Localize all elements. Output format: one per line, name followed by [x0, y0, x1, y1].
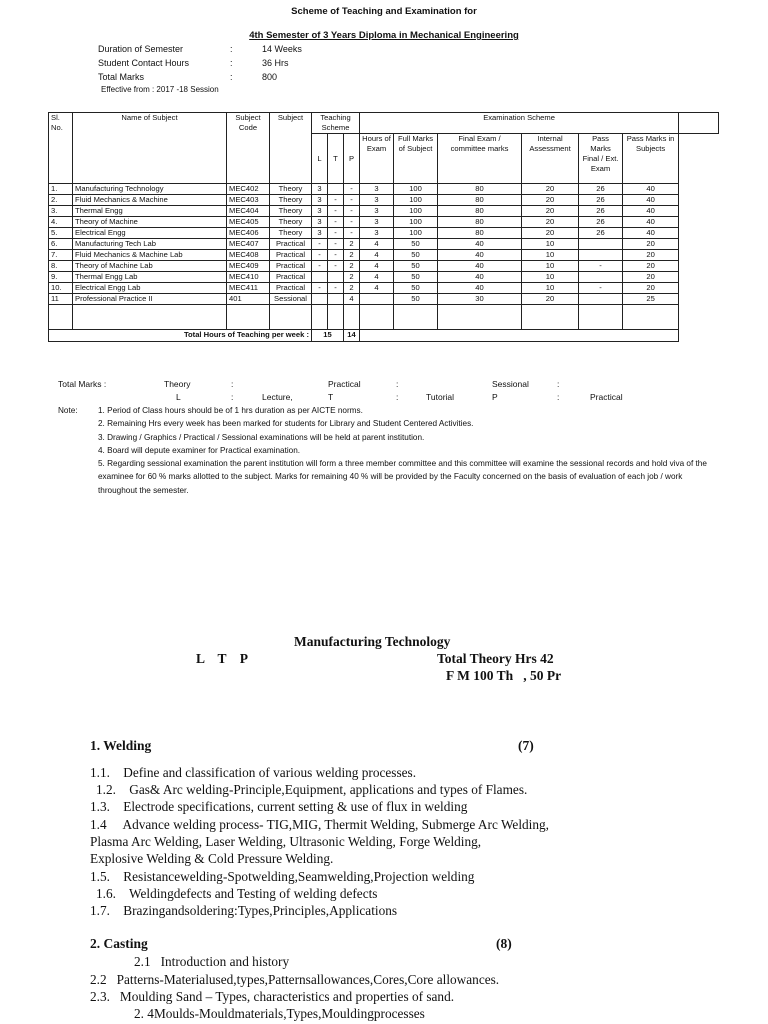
header-internal: Internal Assessment: [522, 134, 579, 184]
total-marks-label: Total Marks :: [58, 379, 107, 389]
table-total-row: [49, 330, 719, 342]
header-code: Subject Code: [227, 113, 270, 184]
effective-session: Effective from : 2017 -18 Session: [101, 85, 219, 94]
row-type: Theory: [270, 184, 312, 195]
meta-label-contact-hours: Student Contact Hours: [98, 58, 190, 68]
header-final: Final Exam / committee marks: [438, 134, 522, 184]
row-pass-subj: 40: [623, 217, 679, 228]
table-header-row-1: [49, 113, 719, 134]
header-hours: Hours of Exam: [360, 134, 394, 184]
list-item: 2. 4Moulds-Mouldmaterials,Types,Mouldingprocesses: [134, 1006, 425, 1021]
row-pass-subj: 20: [623, 250, 679, 261]
row-t: -: [328, 195, 344, 206]
row-sl: 4.: [49, 217, 73, 228]
row-sl: 8.: [49, 261, 73, 272]
row-p: 4: [344, 294, 360, 305]
row-final: 80: [438, 217, 522, 228]
row-internal: 20: [522, 228, 579, 239]
header-exam: Examination Scheme: [360, 113, 679, 134]
syllabus-subject-title: Manufacturing Technology: [294, 634, 451, 649]
row-t: -: [328, 283, 344, 294]
row-pass-final: [579, 250, 623, 261]
row-full: 100: [394, 206, 438, 217]
list-item: 1.4 Advance welding process- TIG,MIG, Thermit Welding, Submerge Arc Welding,: [90, 817, 549, 832]
total-l: 15: [312, 330, 344, 342]
row-subject-name: Professional Practice II: [73, 294, 227, 305]
row-hours: 4: [360, 250, 394, 261]
row-subject-name: Theory of Machine: [73, 217, 227, 228]
document-title: Scheme of Teaching and Examination for: [291, 6, 477, 17]
header-name: Name of Subject: [73, 113, 227, 184]
list-item: 1.5. Resistancewelding-Spotwelding,Seamwelding,Projection welding: [90, 869, 475, 884]
row-l: 3: [312, 195, 328, 206]
legend-sessional: Sessional: [492, 379, 529, 389]
total-p: 14: [344, 330, 360, 342]
legend-colon-5: :: [396, 392, 399, 402]
meta-label-duration: Duration of Semester: [98, 44, 184, 54]
legend-colon-1: :: [231, 379, 234, 389]
header-full: Full Marks of Subject: [394, 134, 438, 184]
row-l: -: [312, 250, 328, 261]
row-final: 40: [438, 239, 522, 250]
meta-sep-total-marks: :: [230, 72, 233, 82]
row-code: MEC408: [227, 250, 270, 261]
row-type: Practical: [270, 272, 312, 283]
row-final: 40: [438, 272, 522, 283]
row-final: 30: [438, 294, 522, 305]
row-t: -: [328, 217, 344, 228]
row-l: -: [312, 261, 328, 272]
row-sl: 10.: [49, 283, 73, 294]
row-sl: 2.: [49, 195, 73, 206]
row-sl: 6.: [49, 239, 73, 250]
scheme-table: [48, 112, 719, 342]
row-subject-name: Electrical Engg Lab: [73, 283, 227, 294]
row-type: Theory: [270, 217, 312, 228]
row-pass-subj: 20: [623, 283, 679, 294]
row-p: 2: [344, 239, 360, 250]
row-internal: 20: [522, 206, 579, 217]
syllabus-ltp: L T P: [196, 651, 249, 666]
row-full: 100: [394, 228, 438, 239]
row-t: [328, 294, 344, 305]
row-sl: 11: [49, 294, 73, 305]
row-type: Practical: [270, 261, 312, 272]
row-final: 80: [438, 195, 522, 206]
row-code: MEC409: [227, 261, 270, 272]
row-pass-subj: 40: [623, 195, 679, 206]
row-pass-final: [579, 239, 623, 250]
row-type: Sessional: [270, 294, 312, 305]
row-pass-subj: 40: [623, 206, 679, 217]
meta-value-total-marks: 800: [262, 72, 278, 82]
row-pass-final: 26: [579, 206, 623, 217]
row-hours: 4: [360, 283, 394, 294]
row-type: Practical: [270, 239, 312, 250]
row-sl: 5.: [49, 228, 73, 239]
row-hours: 3: [360, 217, 394, 228]
row-t: -: [328, 206, 344, 217]
section-casting-title: 2. Casting: [90, 936, 148, 951]
row-pass-subj: 40: [623, 228, 679, 239]
row-internal: 20: [522, 184, 579, 195]
row-internal: 10: [522, 250, 579, 261]
table-row: [49, 206, 719, 217]
row-l: 3: [312, 228, 328, 239]
legend-t: T: [328, 392, 334, 402]
table-row: [49, 217, 719, 228]
list-item: 2.1 Introduction and history: [134, 954, 290, 969]
table-row: [49, 261, 719, 272]
legend-tutorial: Tutorial: [426, 392, 455, 402]
row-pass-final: 26: [579, 217, 623, 228]
table-row: [49, 283, 719, 294]
row-l: [312, 294, 328, 305]
row-p: 2: [344, 283, 360, 294]
row-final: 40: [438, 283, 522, 294]
row-code: MEC402: [227, 184, 270, 195]
syllabus-full-marks: F M 100 Th , 50 Pr: [446, 668, 562, 683]
notes-label: Note:: [58, 406, 78, 415]
row-full: 50: [394, 294, 438, 305]
row-t: -: [328, 228, 344, 239]
row-pass-subj: 20: [623, 239, 679, 250]
row-pass-final: 26: [579, 195, 623, 206]
meta-value-duration: 14 Weeks: [262, 44, 302, 54]
row-subject-name: Thermal Engg Lab: [73, 272, 227, 283]
table-row: [49, 195, 719, 206]
row-l: -: [312, 239, 328, 250]
list-item: 2.2 Patterns-Materialused,types,Patternsallowances,Cores,Core allowances.: [90, 972, 500, 987]
list-item: 1.3. Electrode specifications, current setting & use of flux in welding: [90, 799, 468, 814]
list-item: 1.2. Gas& Arc welding-Principle,Equipment, applications and types of Flames.: [96, 782, 528, 797]
note-item: 3. Drawing / Graphics / Practical / Sessional examinations will be held at parent institution.: [98, 432, 425, 442]
row-t: -: [328, 239, 344, 250]
row-l: [312, 272, 328, 283]
notes-section: [58, 404, 708, 497]
row-hours: [360, 294, 394, 305]
row-pass-subj: 25: [623, 294, 679, 305]
list-item: 1.1. Define and classification of various welding processes.: [90, 765, 417, 780]
row-p: 2: [344, 250, 360, 261]
row-final: 80: [438, 206, 522, 217]
row-pass-final: 26: [579, 228, 623, 239]
row-code: MEC411: [227, 283, 270, 294]
row-hours: 3: [360, 184, 394, 195]
row-full: 100: [394, 184, 438, 195]
row-code: MEC407: [227, 239, 270, 250]
row-l: 3: [312, 184, 328, 195]
meta-sep-duration: :: [230, 44, 233, 54]
legend-l: L: [176, 392, 181, 402]
header-subject: Subject: [270, 113, 312, 184]
row-final: 40: [438, 250, 522, 261]
row-type: Theory: [270, 195, 312, 206]
row-full: 100: [394, 217, 438, 228]
row-final: 80: [438, 228, 522, 239]
row-p: -: [344, 206, 360, 217]
section-welding-hours: (7): [518, 738, 534, 753]
row-sl: 3.: [49, 206, 73, 217]
row-pass-subj: 20: [623, 261, 679, 272]
row-t: -: [328, 250, 344, 261]
row-type: Practical: [270, 250, 312, 261]
header-t: T: [328, 134, 344, 184]
table-row: [49, 184, 719, 195]
row-code: MEC403: [227, 195, 270, 206]
list-item: Plasma Arc Welding, Laser Welding, Ultrasonic Welding, Forge Welding,: [90, 834, 482, 849]
table-row: [49, 239, 719, 250]
document-subtitle: 4th Semester of 3 Years Diploma in Mechanical Engineering: [249, 30, 519, 41]
list-item: 2.3. Moulding Sand – Types, characteristics and properties of sand.: [90, 989, 455, 1004]
row-final: 80: [438, 184, 522, 195]
legend-colon-4: :: [231, 392, 234, 402]
row-hours: 4: [360, 239, 394, 250]
legend-practical-2: Practical: [590, 392, 623, 402]
row-internal: 20: [522, 294, 579, 305]
row-p: -: [344, 184, 360, 195]
row-t: [328, 272, 344, 283]
syllabus-total-hours: Total Theory Hrs 42: [437, 651, 554, 666]
row-hours: 3: [360, 206, 394, 217]
row-p: -: [344, 217, 360, 228]
row-full: 50: [394, 250, 438, 261]
row-l: -: [312, 283, 328, 294]
row-p: 2: [344, 261, 360, 272]
legend-colon-3: :: [557, 379, 560, 389]
row-pass-final: -: [579, 283, 623, 294]
note-item: 2. Remaining Hrs every week has been marked for students for Library and Student Centered Activities.: [98, 419, 474, 429]
table-row: [49, 272, 719, 283]
row-internal: 10: [522, 261, 579, 272]
total-hours-label: Total Hours of Teaching per week :: [49, 330, 312, 342]
row-full: 100: [394, 195, 438, 206]
header-sl: Sl. No.: [49, 113, 73, 184]
row-hours: 3: [360, 228, 394, 239]
section-welding-title: 1. Welding: [90, 738, 152, 753]
row-full: 50: [394, 261, 438, 272]
row-hours: 4: [360, 272, 394, 283]
header-teaching: Teaching Scheme: [312, 113, 360, 134]
row-subject-name: Manufacturing Tech Lab: [73, 239, 227, 250]
row-full: 50: [394, 283, 438, 294]
row-p: -: [344, 195, 360, 206]
row-full: 50: [394, 272, 438, 283]
row-code: MEC410: [227, 272, 270, 283]
note-item: 5. Regarding sessional examination the parent institution will form a three member committee and this committee will examine the sessional records and hold viva of the examinee for 60 % marks allotted to the subject. Marks for remaining 40 % will be provided by the Faculty concerned on the basis of evaluation of each job / work throughout the semester.: [98, 459, 707, 495]
header-pass-final: Pass Marks Final / Ext. Exam: [579, 134, 623, 184]
row-l: 3: [312, 206, 328, 217]
meta-sep-contact-hours: :: [230, 58, 233, 68]
row-internal: 20: [522, 217, 579, 228]
row-hours: 3: [360, 195, 394, 206]
header-p: P: [344, 134, 360, 184]
note-item: 4. Board will depute examiner for Practical examination.: [98, 445, 301, 455]
list-item: Explosive Welding & Cold Pressure Welding.: [90, 851, 334, 866]
row-pass-final: 26: [579, 184, 623, 195]
legend-p: P: [492, 392, 498, 402]
meta-value-contact-hours: 36 Hrs: [262, 58, 289, 68]
header-exam-blank: [679, 113, 719, 134]
row-subject-name: Fluid Mechanics & Machine Lab: [73, 250, 227, 261]
table-row: [49, 250, 719, 261]
row-internal: 20: [522, 195, 579, 206]
row-subject-name: Manufacturing Technology: [73, 184, 227, 195]
row-sl: 9.: [49, 272, 73, 283]
row-pass-subj: 20: [623, 272, 679, 283]
section-casting-hours: (8): [496, 936, 512, 951]
row-subject-name: Electrical Engg: [73, 228, 227, 239]
row-code: MEC404: [227, 206, 270, 217]
row-type: Theory: [270, 228, 312, 239]
row-full: 50: [394, 239, 438, 250]
table-row-blank: [49, 305, 719, 330]
table-row: [49, 294, 719, 305]
legend-practical: Practical: [328, 379, 361, 389]
row-l: 3: [312, 217, 328, 228]
list-item: 1.6. Weldingdefects and Testing of welding defects: [96, 886, 378, 901]
row-hours: 4: [360, 261, 394, 272]
row-pass-final: [579, 272, 623, 283]
legend-theory: Theory: [164, 379, 191, 389]
legend-lecture: Lecture,: [262, 392, 293, 402]
legend-colon-6: :: [557, 392, 560, 402]
row-p: 2: [344, 272, 360, 283]
row-subject-name: Fluid Mechanics & Machine: [73, 195, 227, 206]
row-type: Theory: [270, 206, 312, 217]
row-pass-final: [579, 294, 623, 305]
header-l: L: [312, 134, 328, 184]
row-code: 401: [227, 294, 270, 305]
meta-label-total-marks: Total Marks: [98, 72, 145, 82]
row-p: -: [344, 228, 360, 239]
row-internal: 10: [522, 239, 579, 250]
list-item: 1.7. Brazingandsoldering:Types,Principles,Applications: [90, 903, 398, 918]
row-subject-name: Theory of Machine Lab: [73, 261, 227, 272]
note-item: 1. Period of Class hours should be of 1 hrs duration as per AICTE norms.: [98, 406, 363, 415]
row-pass-subj: 40: [623, 184, 679, 195]
row-sl: 1.: [49, 184, 73, 195]
row-sl: 7.: [49, 250, 73, 261]
row-internal: 10: [522, 272, 579, 283]
row-t: [328, 184, 344, 195]
row-type: Practical: [270, 283, 312, 294]
row-pass-final: -: [579, 261, 623, 272]
legend-colon-2: :: [396, 379, 399, 389]
row-subject-name: Thermal Engg: [73, 206, 227, 217]
row-final: 40: [438, 261, 522, 272]
row-t: -: [328, 261, 344, 272]
row-internal: 10: [522, 283, 579, 294]
row-code: MEC406: [227, 228, 270, 239]
table-row: [49, 228, 719, 239]
header-pass-subj: Pass Marks in Subjects: [623, 134, 679, 184]
row-code: MEC405: [227, 217, 270, 228]
